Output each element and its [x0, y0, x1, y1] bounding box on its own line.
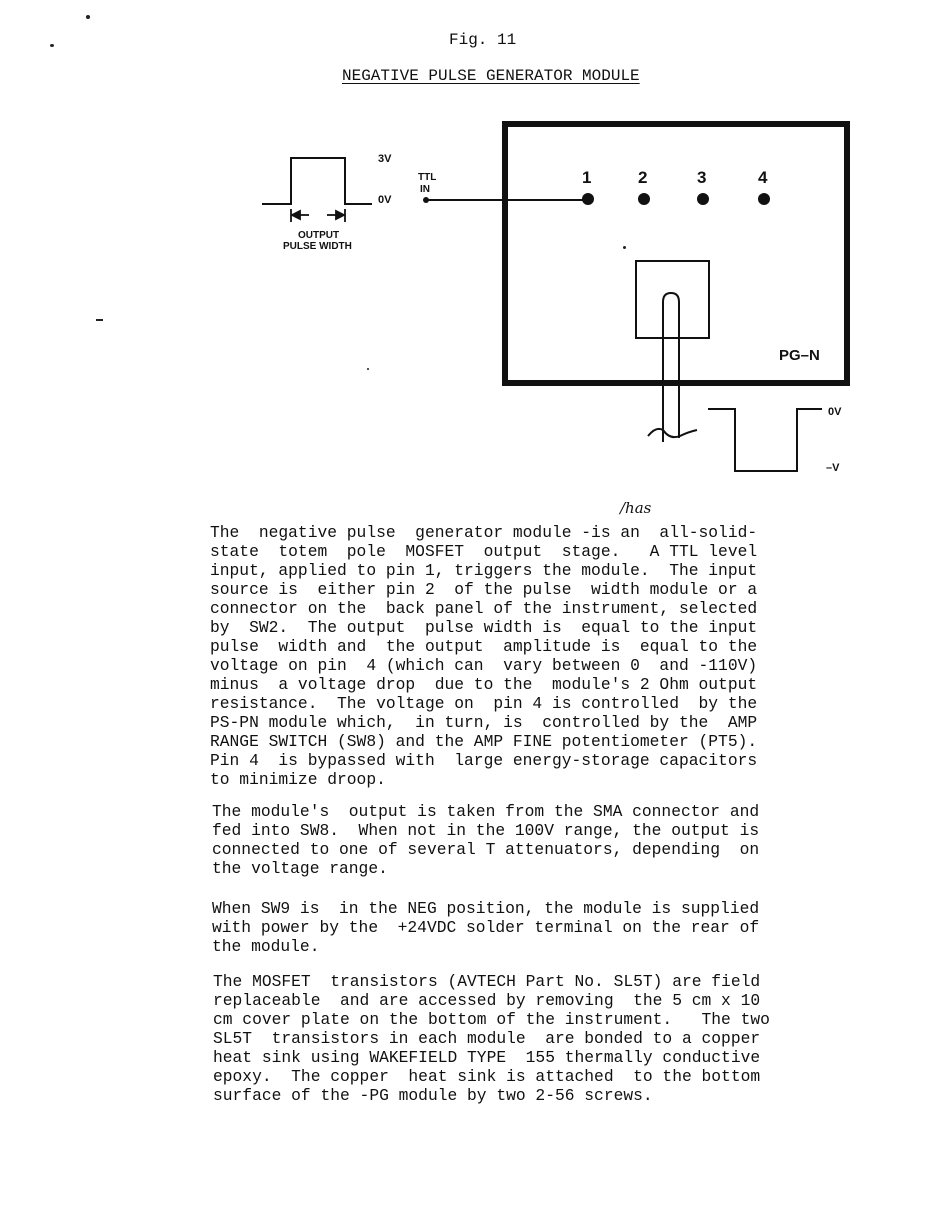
handwritten-annotation: /has	[620, 499, 652, 517]
pin-2-dot	[638, 193, 650, 205]
sma-connector-box	[636, 261, 709, 338]
paragraph-4: The MOSFET transistors (AVTECH Part No. SL5T) are field replaceable and are accessed by removing the 5 cm x 10 cm cover plate on the bottom of the instrument. The two SL5T transistors in each module are bonded to a copper heat sink using WAKEFIELD TYPE 155 thermally conductive epoxy. The copper heat sink is attached to the bottom surface of the -PG module by two 2-56 screws.	[213, 972, 770, 1105]
pin-label-3: 3	[697, 168, 707, 187]
output-low-label: –V	[826, 462, 840, 474]
scan-speck	[367, 368, 369, 370]
figure-label: Fig. 11	[449, 31, 517, 49]
scan-speck	[50, 44, 54, 47]
input-low-label: 0V	[378, 194, 392, 206]
module-box	[505, 124, 847, 383]
pulse-generator-diagram	[0, 0, 950, 500]
output-pulse-waveform	[708, 409, 822, 471]
paragraph-1: The negative pulse generator module -is an all-solid- state totem pole MOSFET output stage. A TTL level input, applied to pin 1, triggers the module. The input source is either pin 2 of the pulse width module or a connector on the back panel of the instrument, selected by SW2. The output pulse width is equal to the input pulse width and the output amplitude is equal to the voltage on pin 4 (which can vary between 0 and -110V) minus a voltage drop due to the module's 2 Ohm output resistance. The voltage on pin 4 is controlled by the PS-PN module which, in turn, is controlled by the AMP RANGE SWITCH (SW8) and the AMP FINE potentiometer (PT5). Pin 4 is bypassed with large energy-storage capacitors to minimize droop.	[210, 523, 758, 789]
scan-speck	[86, 15, 90, 19]
pin-1-dot	[582, 193, 594, 205]
figure-title: NEGATIVE PULSE GENERATOR MODULE	[342, 67, 640, 85]
module-label: PG–N	[779, 347, 820, 364]
paragraph-2: The module's output is taken from the SMA connector and fed into SW8. When not in the 100V range, the output is connected to one of several T attenuators, depending on the voltage range.	[212, 802, 760, 878]
pin-label-1: 1	[582, 168, 592, 187]
pin-4-dot	[758, 193, 770, 205]
pin-label-2: 2	[638, 168, 648, 187]
input-pulse-waveform	[262, 158, 372, 204]
scan-speck	[96, 319, 103, 321]
output-high-label: 0V	[828, 406, 842, 418]
width-label-line1: OUTPUT	[298, 230, 340, 241]
coax-ground-curl	[648, 429, 697, 437]
paragraph-3: When SW9 is in the NEG position, the module is supplied with power by the +24VDC solder terminal on the rear of the module.	[212, 899, 760, 956]
width-label-line2: PULSE WIDTH	[283, 241, 352, 252]
input-high-label: 3V	[378, 153, 392, 165]
ttl-label-line2: IN	[420, 184, 430, 195]
pin-label-4: 4	[758, 168, 768, 187]
pulse-width-arrow	[291, 209, 345, 222]
scan-speck	[623, 246, 626, 249]
ttl-label-line1: TTL	[418, 172, 437, 183]
pin-3-dot	[697, 193, 709, 205]
